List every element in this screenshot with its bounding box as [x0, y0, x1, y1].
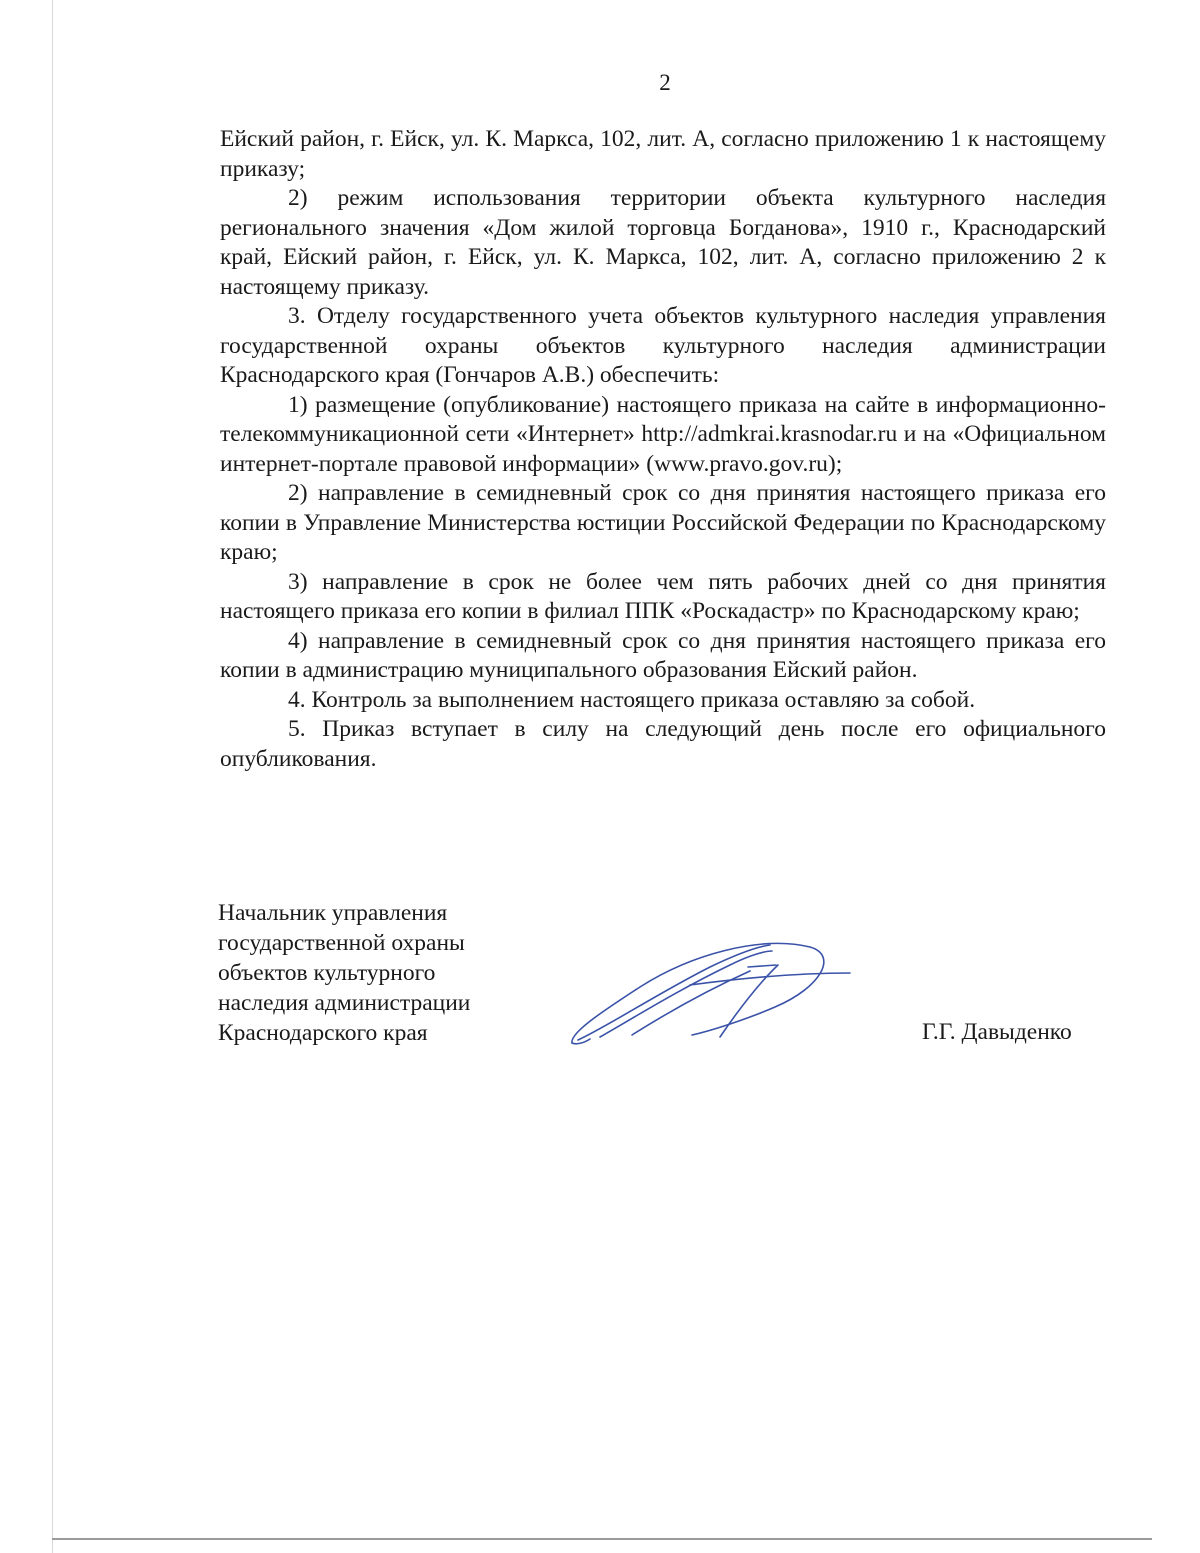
- paragraph: 5. Приказ вступает в силу на следующий день после его официального опубликования.: [220, 716, 1106, 772]
- page-edge-bottom: [52, 1538, 1152, 1540]
- position-line: объектов культурного: [218, 960, 436, 986]
- document-body: [220, 125, 1106, 774]
- paragraph: 2) направление в семидневный срок со дня принятия настоящего приказа его копии в Управление Министерства юстиции Российской Федерации по Краснодарскому краю;: [220, 480, 1106, 565]
- paragraph: 2) режим использования территории объекта культурного наследия регионального значения «Дом жилой торговца Богданова», 1910 г., Краснодарский край, Ейский район, г. Ейск, ул. К. Маркса, 102, лит. А, согласно приложению 2 к настоящему приказу.: [220, 185, 1106, 300]
- signature-stroke: [572, 1039, 590, 1044]
- paragraph: 3) направление в срок не более чем пять рабочих дней со дня принятия настоящего приказа его копии в филиал ППК «Роскадастр» по Краснодарскому краю;: [220, 568, 1106, 624]
- handwritten-signature: [560, 925, 860, 1055]
- position-line: Краснодарского края: [218, 1020, 428, 1046]
- page-edge-left: [52, 0, 53, 1553]
- position-line: Начальник управления: [218, 900, 448, 926]
- page-number: 2: [659, 70, 671, 95]
- paragraph: 4) направление в семидневный срок со дня принятия настоящего приказа его копии в администрацию муниципального образования Ейский район.: [220, 627, 1106, 683]
- paragraph: 4. Контроль за выполнением настоящего приказа оставляю за собой.: [288, 686, 976, 713]
- position-line: наследия администрации: [218, 990, 471, 1016]
- paragraph: 1) размещение (опубликование) настоящего приказа на сайте в информационно-телекоммуникационной сети «Интернет» http://admkrai.krasnodar.ru и на «Официальном интернет-портале правовой информации» (www.pravo.gov.ru);: [220, 391, 1106, 477]
- signer-name: Г.Г. Давыденко: [922, 1019, 1072, 1045]
- signatory-position: [218, 898, 538, 1048]
- signature-stroke: [748, 965, 776, 967]
- position-line: государственной охраны: [218, 930, 465, 956]
- signature-stroke: [572, 943, 824, 1043]
- paragraph: 3. Отделу государственного учета объектов культурного наследия управления государственной охраны объектов культурного наследия администрации Краснодарского края (Гончаров А.В.) обеспечить:: [220, 303, 1106, 388]
- signature-stroke: [690, 973, 850, 985]
- paragraph: Ейский район, г. Ейск, ул. К. Маркса, 102, лит. А, согласно приложению 1 к настоящему приказу;: [220, 126, 1106, 182]
